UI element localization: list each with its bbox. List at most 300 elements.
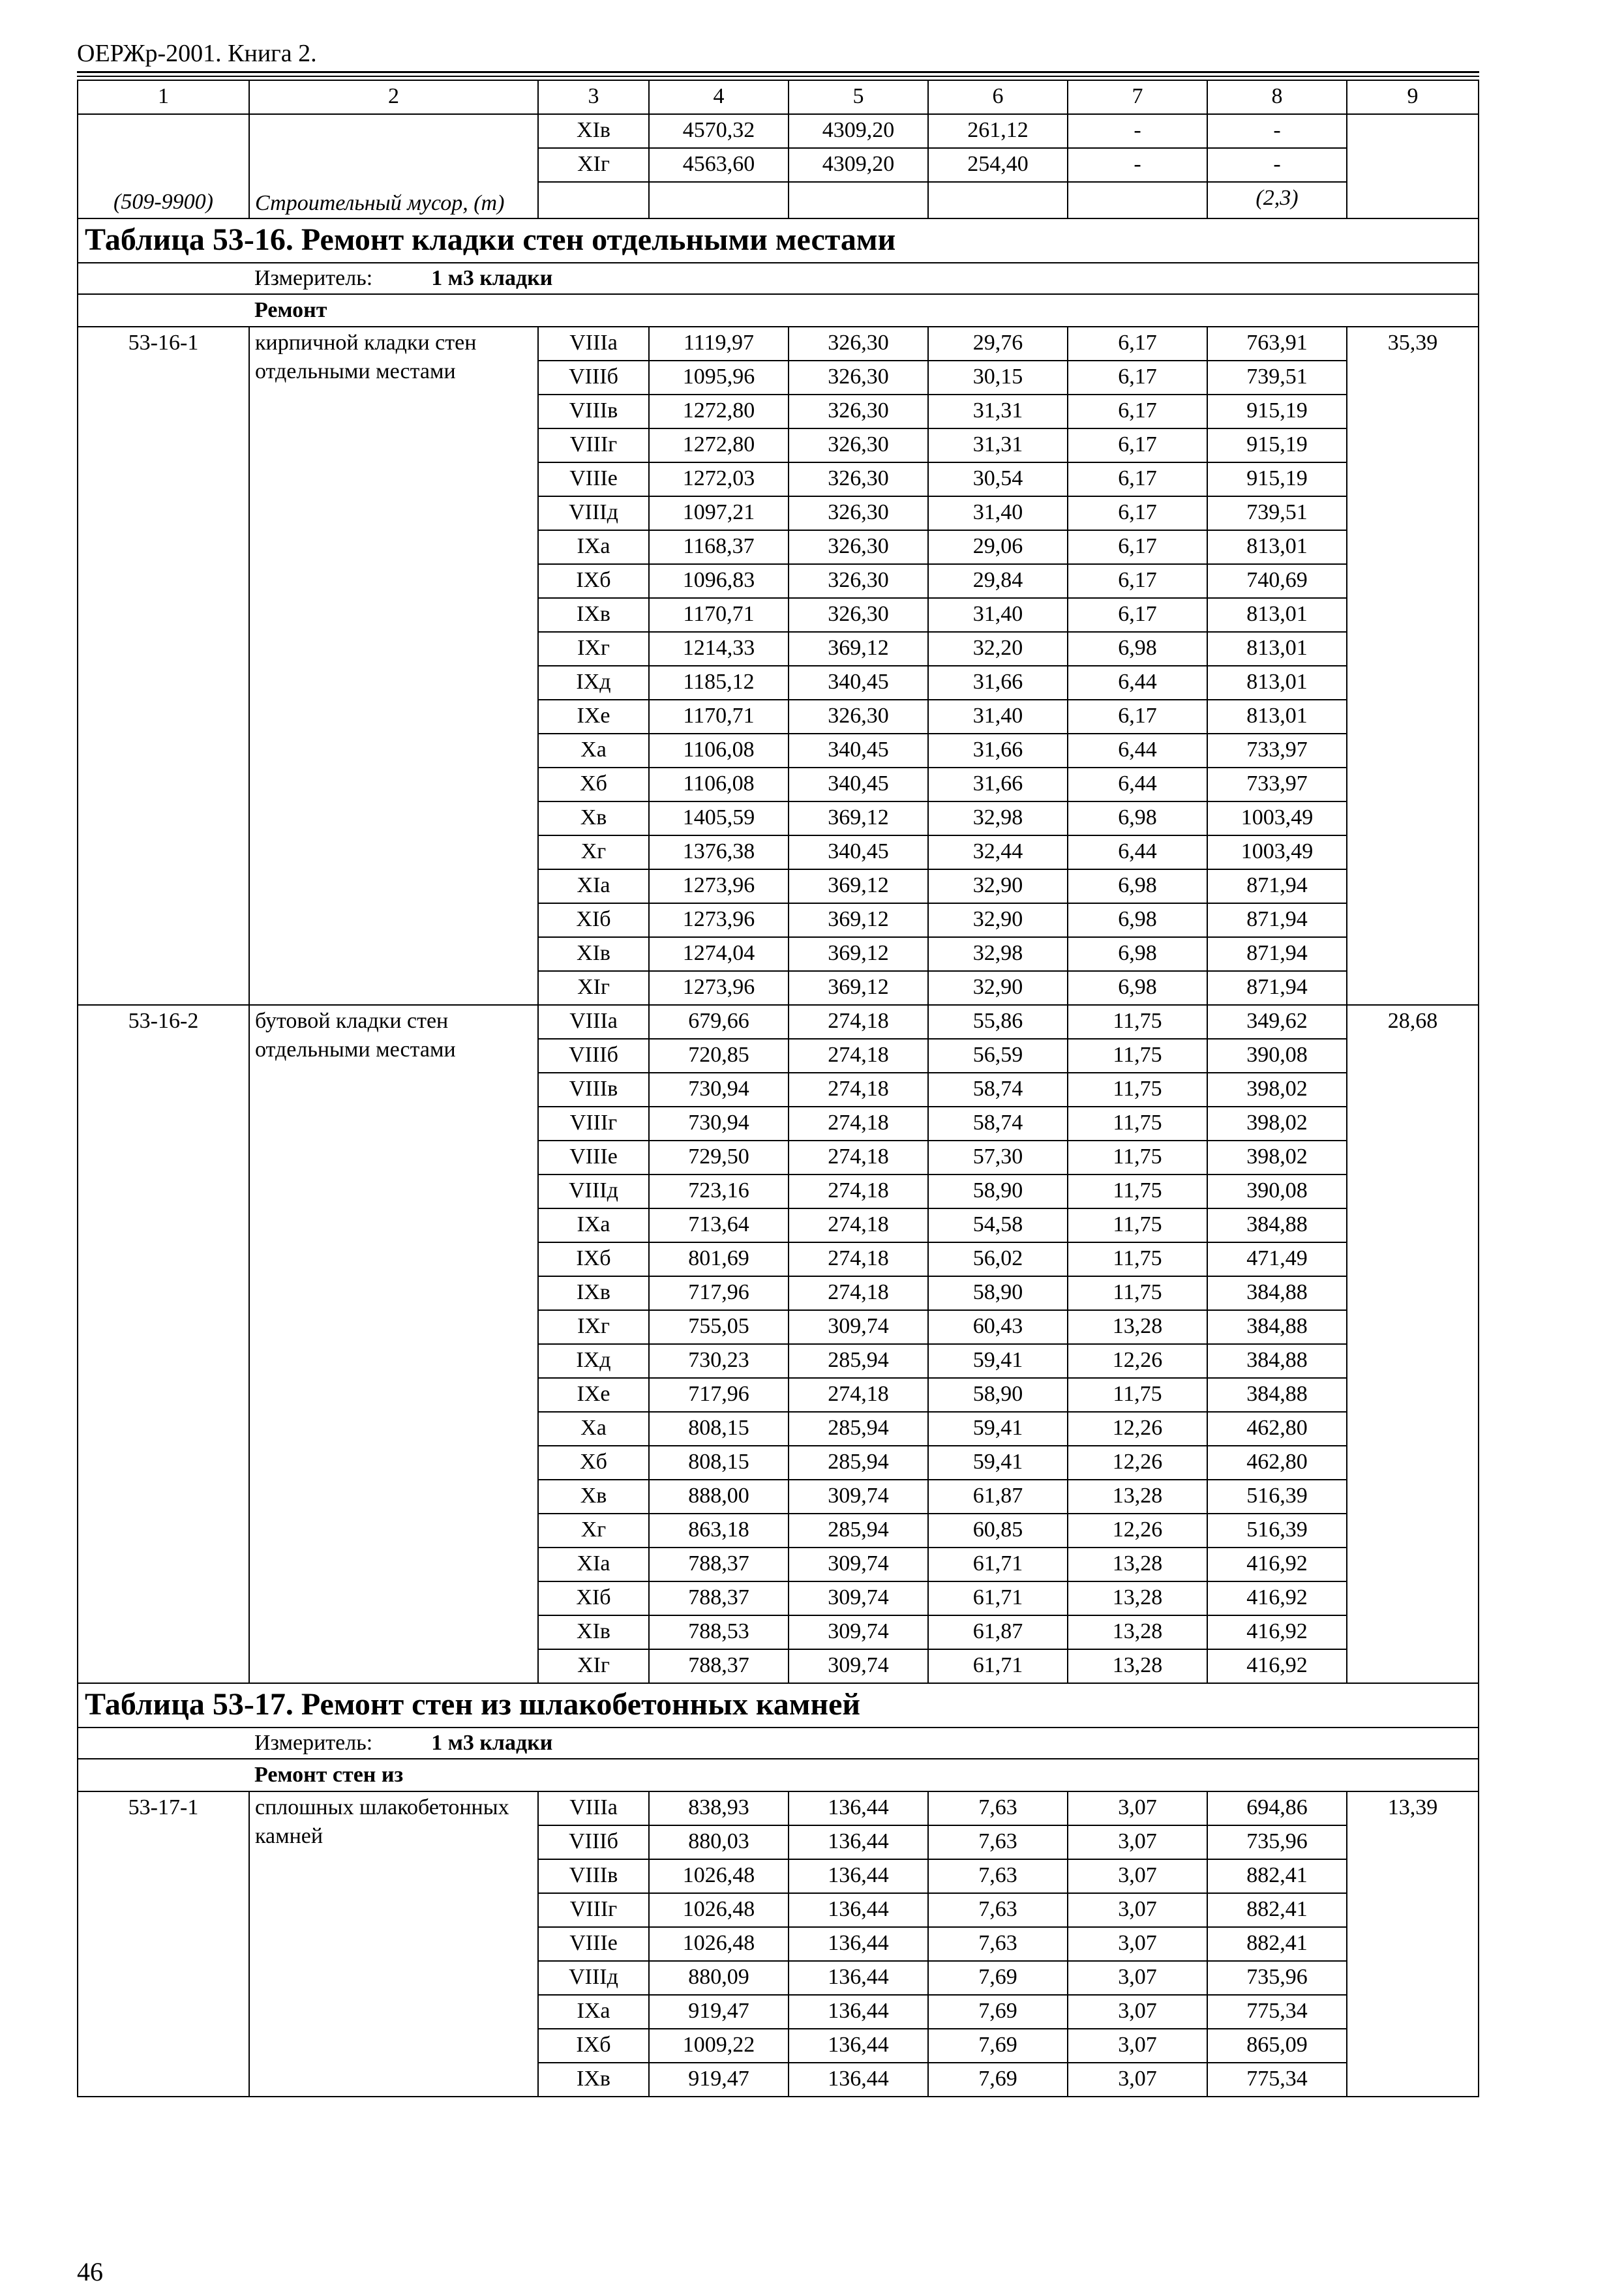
value-cell: 1273,96 [649, 903, 789, 937]
value-cell: 309,74 [789, 1310, 928, 1344]
value-cell: 865,09 [1207, 2029, 1347, 2063]
value-cell: 11,75 [1068, 1073, 1207, 1107]
value-cell: 6,17 [1068, 496, 1207, 530]
value-cell: 717,96 [649, 1276, 789, 1310]
value-cell: 11,75 [1068, 1208, 1207, 1242]
value-cell: 730,23 [649, 1344, 789, 1378]
value-cell: 6,17 [1068, 700, 1207, 734]
item-code: 53-16-2 [78, 1005, 249, 1683]
value-cell: 1106,08 [649, 734, 789, 768]
value-cell: 61,71 [928, 1581, 1068, 1615]
value-cell: 7,63 [928, 1893, 1068, 1927]
value-cell: 326,30 [789, 700, 928, 734]
value-cell: 285,94 [789, 1344, 928, 1378]
value-cell: 6,98 [1068, 632, 1207, 666]
value-cell: 1106,08 [649, 768, 789, 801]
value-cell: 1405,59 [649, 801, 789, 835]
value-cell: 285,94 [789, 1412, 928, 1446]
value-cell: 1026,48 [649, 1927, 789, 1961]
zone-cell: VIIIа [538, 1005, 649, 1039]
value-cell: 1168,37 [649, 530, 789, 564]
zone-cell: IХе [538, 700, 649, 734]
value-cell: 274,18 [789, 1242, 928, 1276]
value-cell: 29,06 [928, 530, 1068, 564]
resource-quantity: (2,3) [1207, 182, 1347, 218]
value-cell: 12,26 [1068, 1514, 1207, 1548]
value-cell [928, 182, 1068, 218]
zone-cell: VIIIб [538, 1039, 649, 1073]
value-cell: 1376,38 [649, 835, 789, 869]
value-cell: 1009,22 [649, 2029, 789, 2063]
item-name: бутовой кладки стен отдельными местами [249, 1005, 538, 1683]
zone-cell: Ха [538, 1412, 649, 1446]
value-cell: 136,44 [789, 1995, 928, 2029]
value-cell: 6,98 [1068, 937, 1207, 971]
value-cell: 61,87 [928, 1480, 1068, 1514]
value-cell: 871,94 [1207, 869, 1347, 903]
measure-cell [78, 1728, 1479, 1759]
value-cell: 7,63 [928, 1927, 1068, 1961]
value-cell: 326,30 [789, 462, 928, 496]
value-cell: 369,12 [789, 632, 928, 666]
value-cell: 4570,32 [649, 114, 789, 148]
value-cell: 739,51 [1207, 496, 1347, 530]
value-cell: 838,93 [649, 1791, 789, 1825]
value-cell: 679,66 [649, 1005, 789, 1039]
column-number: 8 [1207, 80, 1347, 114]
value-cell: 13,28 [1068, 1649, 1207, 1683]
value-cell: 136,44 [789, 2063, 928, 2097]
value-cell: 30,15 [928, 361, 1068, 395]
value-cell: 1273,96 [649, 869, 789, 903]
value-cell: 384,88 [1207, 1310, 1347, 1344]
value-cell: 274,18 [789, 1276, 928, 1310]
item-code: 53-16-1 [78, 327, 249, 1005]
value-cell: 1096,83 [649, 564, 789, 598]
zone-cell: IХв [538, 1276, 649, 1310]
value-cell: 6,44 [1068, 835, 1207, 869]
value-cell: 880,03 [649, 1825, 789, 1859]
value-cell: 416,92 [1207, 1649, 1347, 1683]
column-number: 6 [928, 80, 1068, 114]
page-header: ОЕРЖр-2001. Книга 2. [77, 40, 317, 67]
zone-cell: Хб [538, 768, 649, 801]
zone-cell: IХа [538, 1208, 649, 1242]
value-cell: 369,12 [789, 903, 928, 937]
table-title-row [78, 218, 1479, 263]
value-cell: - [1068, 148, 1207, 182]
value-cell: 801,69 [649, 1242, 789, 1276]
value-cell: 309,74 [789, 1615, 928, 1649]
zone-cell: VIIIа [538, 327, 649, 361]
zone-cell: VIIIг [538, 428, 649, 462]
value-cell: 369,12 [789, 971, 928, 1005]
value-cell: 880,09 [649, 1961, 789, 1995]
value-cell: 61,71 [928, 1649, 1068, 1683]
value-cell: 285,94 [789, 1446, 928, 1480]
value-cell: 3,07 [1068, 1927, 1207, 1961]
value-cell: 7,69 [928, 2029, 1068, 2063]
value-cell: 285,94 [789, 1514, 928, 1548]
value-cell [1068, 182, 1207, 218]
value-cell: 516,39 [1207, 1514, 1347, 1548]
section-row [78, 1759, 1479, 1791]
value-cell: 384,88 [1207, 1344, 1347, 1378]
value-cell: 462,80 [1207, 1446, 1347, 1480]
value-cell: 58,90 [928, 1174, 1068, 1208]
measure-label: Измеритель: [254, 1731, 373, 1755]
value-cell: 7,69 [928, 2063, 1068, 2097]
value-cell: - [1068, 114, 1207, 148]
value-cell: 6,17 [1068, 564, 1207, 598]
value-cell: 13,28 [1068, 1548, 1207, 1581]
value-cell: 261,12 [928, 114, 1068, 148]
value-cell: 60,43 [928, 1310, 1068, 1344]
value-cell: 326,30 [789, 428, 928, 462]
zone-cell: IХг [538, 632, 649, 666]
column-number: 9 [1347, 80, 1479, 114]
value-cell: 32,90 [928, 971, 1068, 1005]
value-cell: 31,66 [928, 768, 1068, 801]
value-cell: 326,30 [789, 598, 928, 632]
value-cell: 384,88 [1207, 1208, 1347, 1242]
zone-cell: Хг [538, 835, 649, 869]
value-cell: 61,87 [928, 1615, 1068, 1649]
page-number: 46 [77, 2257, 103, 2286]
value-cell: 1185,12 [649, 666, 789, 700]
value-cell: 1272,80 [649, 428, 789, 462]
table-row [78, 1791, 1479, 1825]
value-cell: 723,16 [649, 1174, 789, 1208]
value-cell: 1272,80 [649, 395, 789, 428]
value-cell: 4309,20 [789, 148, 928, 182]
value-cell: 6,44 [1068, 734, 1207, 768]
value-cell: 13,28 [1068, 1615, 1207, 1649]
value-cell: 11,75 [1068, 1378, 1207, 1412]
value-cell: 7,69 [928, 1961, 1068, 1995]
value-cell: 340,45 [789, 835, 928, 869]
zone-cell: IХа [538, 1995, 649, 2029]
value-cell: 398,02 [1207, 1107, 1347, 1141]
value-cell: 31,40 [928, 496, 1068, 530]
value-cell: 274,18 [789, 1039, 928, 1073]
value-cell: 32,44 [928, 835, 1068, 869]
table-body [78, 80, 1479, 2097]
value-cell: 59,41 [928, 1344, 1068, 1378]
value-cell: 735,96 [1207, 1825, 1347, 1859]
value-cell: 11,75 [1068, 1174, 1207, 1208]
value-cell: 6,44 [1068, 768, 1207, 801]
value-cell [649, 182, 789, 218]
value-cell: 326,30 [789, 361, 928, 395]
value-cell: 29,84 [928, 564, 1068, 598]
value-cell: 32,20 [928, 632, 1068, 666]
column-number-row [78, 80, 1479, 114]
value-cell: 7,63 [928, 1791, 1068, 1825]
value-cell: 6,17 [1068, 428, 1207, 462]
value-cell: 12,26 [1068, 1412, 1207, 1446]
value-cell: 6,98 [1068, 903, 1207, 937]
value-cell: 340,45 [789, 768, 928, 801]
value-cell: 888,00 [649, 1480, 789, 1514]
zone-cell: VIIIв [538, 1073, 649, 1107]
value-cell: 31,66 [928, 666, 1068, 700]
value-cell: 6,17 [1068, 598, 1207, 632]
value-cell: 4309,20 [789, 114, 928, 148]
value-cell: 56,02 [928, 1242, 1068, 1276]
table-row [78, 1005, 1479, 1039]
value-cell: 32,98 [928, 937, 1068, 971]
value-cell: 729,50 [649, 1141, 789, 1174]
value-cell: 309,74 [789, 1649, 928, 1683]
zone-cell: Хг [538, 1514, 649, 1548]
zone-cell: IХв [538, 598, 649, 632]
value-cell: 1214,33 [649, 632, 789, 666]
value-cell: 11,75 [1068, 1276, 1207, 1310]
value-cell: 369,12 [789, 869, 928, 903]
value-cell: 720,85 [649, 1039, 789, 1073]
value-cell: 775,34 [1207, 1995, 1347, 2029]
value-cell: 516,39 [1207, 1480, 1347, 1514]
value-cell: 13,28 [1068, 1480, 1207, 1514]
column-number: 2 [249, 80, 538, 114]
value-cell: 775,34 [1207, 2063, 1347, 2097]
value-cell: 808,15 [649, 1446, 789, 1480]
value-cell: 11,75 [1068, 1141, 1207, 1174]
value-cell: 471,49 [1207, 1242, 1347, 1276]
table-row [78, 327, 1479, 361]
value-cell: 882,41 [1207, 1859, 1347, 1893]
value-cell: 136,44 [789, 1927, 928, 1961]
value-cell: 863,18 [649, 1514, 789, 1548]
value-cell: 136,44 [789, 1893, 928, 1927]
value-cell: 32,90 [928, 869, 1068, 903]
value-cell [789, 182, 928, 218]
value-cell: 882,41 [1207, 1927, 1347, 1961]
value-cell: 735,96 [1207, 1961, 1347, 1995]
zone-cell: VIIIд [538, 1174, 649, 1208]
value-cell: 1272,03 [649, 462, 789, 496]
value-cell: 274,18 [789, 1073, 928, 1107]
value-cell: 274,18 [789, 1378, 928, 1412]
value-cell: - [1207, 114, 1347, 148]
value-cell: 733,97 [1207, 768, 1347, 801]
value-cell: 31,40 [928, 598, 1068, 632]
measure-label: Измеритель: [254, 266, 373, 290]
zone-cell: IХд [538, 666, 649, 700]
value-cell: 31,40 [928, 700, 1068, 734]
value-cell: 3,07 [1068, 1995, 1207, 2029]
value-cell: 340,45 [789, 666, 928, 700]
value-cell: 915,19 [1207, 395, 1347, 428]
value-cell: 32,98 [928, 801, 1068, 835]
value-cell: 3,07 [1068, 1859, 1207, 1893]
value-cell: 788,37 [649, 1581, 789, 1615]
zone-cell: VIIIг [538, 1893, 649, 1927]
value-cell: 3,07 [1068, 1893, 1207, 1927]
item-code: 53-17-1 [78, 1791, 249, 2097]
zone-cell: VIIIв [538, 395, 649, 428]
value-cell: 340,45 [789, 734, 928, 768]
value-cell: 57,30 [928, 1141, 1068, 1174]
value-cell: 3,07 [1068, 2029, 1207, 2063]
value-cell: 309,74 [789, 1480, 928, 1514]
value-cell: 1170,71 [649, 598, 789, 632]
zone-cell: VIIIа [538, 1791, 649, 1825]
value-cell: 309,74 [789, 1548, 928, 1581]
zone-cell: VIIIд [538, 496, 649, 530]
section-heading: Ремонт стен из [78, 1759, 1479, 1791]
value-cell: 31,31 [928, 428, 1068, 462]
item-name: кирпичной кладки стен отдельными местами [249, 327, 538, 1005]
value-cell: 882,41 [1207, 1893, 1347, 1927]
zone-cell: IХе [538, 1378, 649, 1412]
value-cell: 730,94 [649, 1107, 789, 1141]
value-cell: 1119,97 [649, 327, 789, 361]
value-cell: 369,12 [789, 801, 928, 835]
measure-row [78, 263, 1479, 294]
table-title: Таблица 53-16. Ремонт кладки стен отдельными местами [78, 218, 1479, 263]
value-cell: 11,75 [1068, 1039, 1207, 1073]
zone-cell: ХIг [538, 1649, 649, 1683]
value-cell: 390,08 [1207, 1174, 1347, 1208]
value-cell: 694,86 [1207, 1791, 1347, 1825]
value-cell: 788,37 [649, 1548, 789, 1581]
value-cell: 1026,48 [649, 1893, 789, 1927]
value-cell: 6,98 [1068, 801, 1207, 835]
measure-cell [78, 263, 1479, 294]
zone-cell: ХIб [538, 903, 649, 937]
column-number: 1 [78, 80, 249, 114]
value-cell: 6,98 [1068, 971, 1207, 1005]
value-cell: 3,07 [1068, 2063, 1207, 2097]
table-row [78, 114, 1479, 148]
value-cell: 274,18 [789, 1174, 928, 1208]
value-cell: 274,18 [789, 1005, 928, 1039]
value-cell: 871,94 [1207, 971, 1347, 1005]
value-cell: 919,47 [649, 1995, 789, 2029]
value-cell: 58,90 [928, 1378, 1068, 1412]
value-cell: 4563,60 [649, 148, 789, 182]
col9-cell [1347, 114, 1479, 218]
value-cell: 755,05 [649, 1310, 789, 1344]
value-cell: 871,94 [1207, 903, 1347, 937]
value-cell: 369,12 [789, 937, 928, 971]
value-cell: 739,51 [1207, 361, 1347, 395]
zone-cell: ХIг [538, 971, 649, 1005]
value-cell: 871,94 [1207, 937, 1347, 971]
section-heading: Ремонт [78, 294, 1479, 327]
value-cell: 54,58 [928, 1208, 1068, 1242]
value-cell: 60,85 [928, 1514, 1068, 1548]
zone-cell: VIIIг [538, 1107, 649, 1141]
value-cell: 326,30 [789, 496, 928, 530]
value-cell: 32,90 [928, 903, 1068, 937]
value-cell: 274,18 [789, 1208, 928, 1242]
value-cell: 13,28 [1068, 1310, 1207, 1344]
value-cell: 1097,21 [649, 496, 789, 530]
value-cell: 813,01 [1207, 632, 1347, 666]
resource-code: (509-9900) [78, 114, 249, 218]
value-cell: 136,44 [789, 1961, 928, 1995]
value-cell: 29,76 [928, 327, 1068, 361]
value-cell: 813,01 [1207, 666, 1347, 700]
value-cell: 788,53 [649, 1615, 789, 1649]
value-cell: 808,15 [649, 1412, 789, 1446]
column-number: 5 [789, 80, 928, 114]
zone-cell: VIIIд [538, 1961, 649, 1995]
value-cell: 349,62 [1207, 1005, 1347, 1039]
zone-cell: ХIв [538, 937, 649, 971]
value-cell: 326,30 [789, 530, 928, 564]
value-cell: 915,19 [1207, 428, 1347, 462]
zone-cell: ХIв [538, 114, 649, 148]
value-cell: 1095,96 [649, 361, 789, 395]
zone-cell: IХб [538, 2029, 649, 2063]
value-cell: 59,41 [928, 1412, 1068, 1446]
value-cell: 59,41 [928, 1446, 1068, 1480]
value-cell: 7,63 [928, 1825, 1068, 1859]
item-col9: 13,39 [1347, 1791, 1479, 2097]
zone-cell: IХа [538, 530, 649, 564]
value-cell: 3,07 [1068, 1961, 1207, 1995]
zone-cell: VIIIе [538, 1141, 649, 1174]
value-cell: 6,17 [1068, 361, 1207, 395]
value-cell: 384,88 [1207, 1276, 1347, 1310]
zone-cell: Хб [538, 1446, 649, 1480]
measure-value: 1 м3 кладки [431, 266, 553, 290]
value-cell: 6,17 [1068, 462, 1207, 496]
value-cell: 1003,49 [1207, 801, 1347, 835]
zone-cell: IХб [538, 1242, 649, 1276]
value-cell: 12,26 [1068, 1446, 1207, 1480]
value-cell: 740,69 [1207, 564, 1347, 598]
value-cell: 12,26 [1068, 1344, 1207, 1378]
zone-cell: ХIг [538, 148, 649, 182]
value-cell: 136,44 [789, 2029, 928, 2063]
zone-cell: IХг [538, 1310, 649, 1344]
value-cell: 56,59 [928, 1039, 1068, 1073]
value-cell: 254,40 [928, 148, 1068, 182]
column-number: 7 [1068, 80, 1207, 114]
value-cell [538, 182, 649, 218]
value-cell: 136,44 [789, 1791, 928, 1825]
value-cell: - [1207, 148, 1347, 182]
resource-name: Строительный мусор, (т) [249, 114, 538, 218]
zone-cell: ХIа [538, 869, 649, 903]
value-cell: 58,74 [928, 1073, 1068, 1107]
value-cell: 3,07 [1068, 1825, 1207, 1859]
value-cell: 61,71 [928, 1548, 1068, 1581]
value-cell: 390,08 [1207, 1039, 1347, 1073]
value-cell: 31,66 [928, 734, 1068, 768]
value-cell: 11,75 [1068, 1242, 1207, 1276]
value-cell: 763,91 [1207, 327, 1347, 361]
value-cell: 1274,04 [649, 937, 789, 971]
value-cell: 55,86 [928, 1005, 1068, 1039]
value-cell: 717,96 [649, 1378, 789, 1412]
value-cell: 6,17 [1068, 395, 1207, 428]
value-cell: 730,94 [649, 1073, 789, 1107]
value-cell: 6,98 [1068, 869, 1207, 903]
value-cell: 58,74 [928, 1107, 1068, 1141]
value-cell: 788,37 [649, 1649, 789, 1683]
value-cell: 713,64 [649, 1208, 789, 1242]
value-cell: 274,18 [789, 1107, 928, 1141]
value-cell: 398,02 [1207, 1073, 1347, 1107]
value-cell: 326,30 [789, 564, 928, 598]
zone-cell: Хв [538, 1480, 649, 1514]
